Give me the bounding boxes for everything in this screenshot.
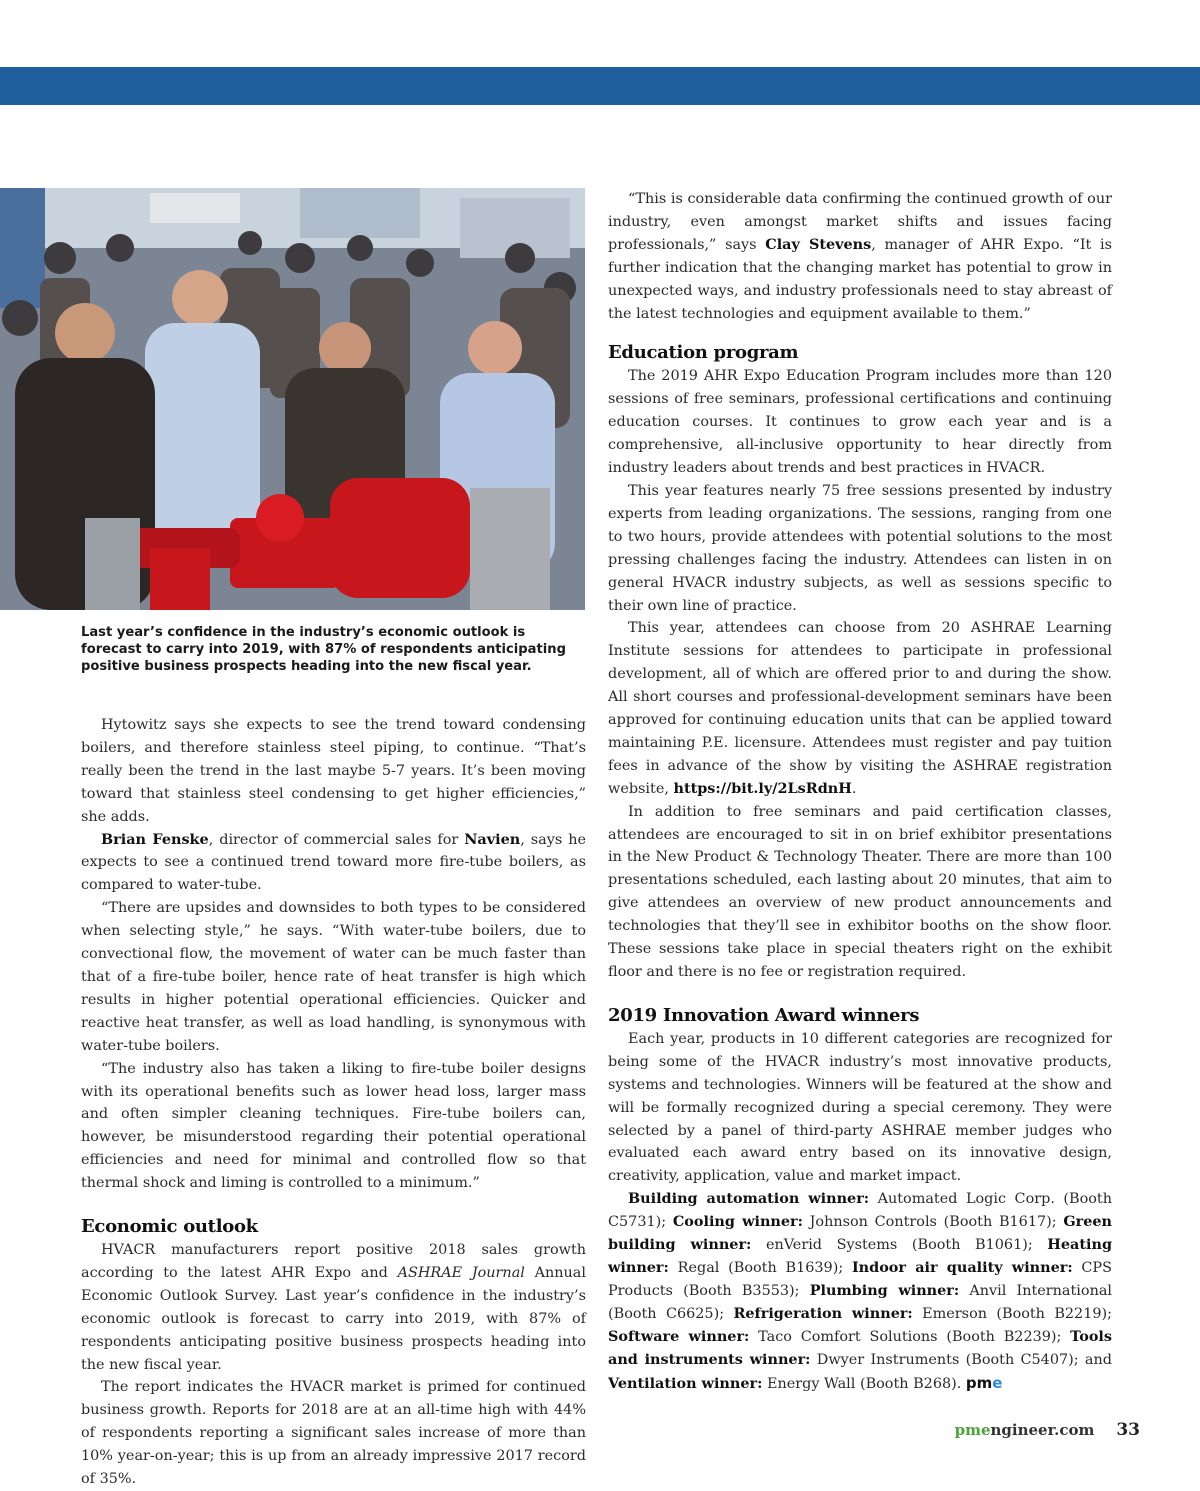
- pme-end-logo: pme: [965, 1373, 1003, 1392]
- section-heading-education-program: Education program: [608, 342, 799, 364]
- paragraph: In addition to free seminars and paid certification classes, attendees are encouraged to sit in on brief exhibitor presentations in the New Product & Technology Theater. There are more than 100 presentations scheduled, each lasting about 20 minutes, that aim to give attendees an overview of new product announcements and technologies that they’ll see in exhibitor booths on the show floor. These sessions take place in special theaters right on the exhibit floor and there is no fee or registration required.: [608, 803, 1112, 980]
- page-footer: [955, 1420, 1140, 1440]
- award-winners-paragraph: Building automation winner: Automated Logic Corp. (Booth C5731); Cooling winner: Johnson Controls (Booth B1617); Green building winner: enVerid Systems (Booth B1061); Heating winner: Regal (Booth B1639); Indoor air quality winner: CPS Products (Booth B3553); Plumbing winner: Anvil International (Booth C6625); Refrigeration winner: Emerson (Booth B2219); Software winner: Taco Comfort Solutions (Booth B2239); Tools and instruments winner: Dwyer Instruments (Booth C5407); and Ventilation winner: Energy Wall (Booth B268). pme: [608, 1190, 1113, 1392]
- company-name: Navien: [464, 830, 521, 848]
- paragraph: The report indicates the HVACR market is primed for continued business growth. Reports for 2018 are at an all-time high with 44% of respondents reporting a significant sales increase of more than 10% year-on-year; this is up from an already impressive 2017 record of 35%.: [81, 1379, 586, 1488]
- paragraph: Hytowitz says she expects to see the trend toward condensing boilers, and therefore stainless steel piping, to continue. “That’s really been the trend in the last maybe 5-7 years. It’s been moving toward that stainless steel condensing to get higher efficiencies,” she adds.: [81, 717, 586, 825]
- section-heading-economic-outlook: Economic outlook: [81, 1216, 258, 1238]
- paragraph: “The industry also has taken a liking to fire-tube boiler designs with its operational benefits such as lower head loss, larger mass and often simpler cleaning techniques. Fire-tube boilers can, however, be misunderstood regarding their potential operational efficiencies and need for minimal and controlled flow so that thermal shock and liming is controlled to a minimum.”: [81, 1060, 586, 1192]
- article-column-left: [81, 714, 586, 1491]
- page-number: 33: [1116, 1420, 1140, 1440]
- trade-show-photo: [0, 188, 585, 610]
- header-color-bar: [0, 67, 1200, 105]
- paragraph: This year features nearly 75 free sessions presented by industry experts from leading organizations. The sessions, ranging from one to two hours, provide attendees with potential solutions to the most pressing challenges facing the industry. Attendees can listen in on general HVACR industry subjects, as well as sessions specific to their own line of practice.: [608, 482, 1112, 614]
- paragraph: “This is considerable data confirming the continued growth of our industry, even amongst market shifts and issues facing professionals,” says Clay Stevens, manager of AHR Expo. “It is further indication that the changing market has potential to grow in unexpected ways, and industry professionals need to stay abreast of the latest technologies and equipment available to them.”: [608, 191, 1112, 322]
- person-name: Clay Stevens: [765, 235, 872, 253]
- paragraph: This year, attendees can choose from 20 ASHRAE Learning Institute sessions for attendees to participate in professional development, all of which are offered prior to and during the show. All short courses and professional-development seminars have been approved for continuing education units that can be applied toward maintaining P.E. licensure. Attendees must register and pay tuition fees in advance of the show by visiting the ASHRAE registration website, https://bit.ly/2LsRdnH.: [608, 620, 1112, 797]
- registration-link[interactable]: https://bit.ly/2LsRdnH: [673, 779, 852, 797]
- paragraph: Each year, products in 10 different categories are recognized for being some of the HVACR industry’s most innovative products, systems and technologies. Winners will be featured at the show and will be formally recognized during a special ceremony. They were selected by a panel of third-party ASHRAE member judges who evaluated each award entry based on its innovative design, creativity, application, value and market impact.: [608, 1030, 1112, 1185]
- paragraph: “There are upsides and downsides to both types to be considered when selecting style,” he says. “With water-tube boilers, due to convectional flow, the movement of water can be much faster than that of a fire-tube boiler, hence rate of heat transfer is high which results in higher potential operational efficiencies. Quicker and reactive heat transfer, as well as load handling, is synonymous with water-tube boilers.: [81, 900, 586, 1054]
- paragraph: The 2019 AHR Expo Education Program includes more than 120 sessions of free seminars, professional certifications and continuing education courses. It continues to grow each year and is a comprehensive, all-inclusive opportunity to hear directly from industry leaders about trends and best practices in HVACR.: [608, 368, 1112, 477]
- article-column-right: [608, 188, 1112, 1395]
- paragraph: Brian Fenske, director of commercial sales for Navien, says he expects to see a continued trend toward more fire-tube boilers, as compared to water-tube.: [81, 830, 586, 894]
- publication-title: ASHRAE Journal: [397, 1264, 525, 1281]
- section-heading-innovation-awards: 2019 Innovation Award winners: [608, 1004, 920, 1026]
- paragraph: HVACR manufacturers report positive 2018 sales growth according to the latest AHR Expo and ASHRAE Journal Annual Economic Outlook Survey. Last year’s confidence in the industry’s economic outlook is forecast to carry into 2019, with 87% of respondents anticipating positive business prospects heading into the new fiscal year.: [81, 1242, 586, 1373]
- photo-caption: Last year’s confidence in the industry’s economic outlook is forecast to carry into 2019, with 87% of respondents anticipating positive business prospects heading into the new fiscal year.: [81, 625, 566, 674]
- person-name: Brian Fenske: [101, 830, 209, 848]
- site-url[interactable]: pmengineer.com: [954, 1421, 1095, 1439]
